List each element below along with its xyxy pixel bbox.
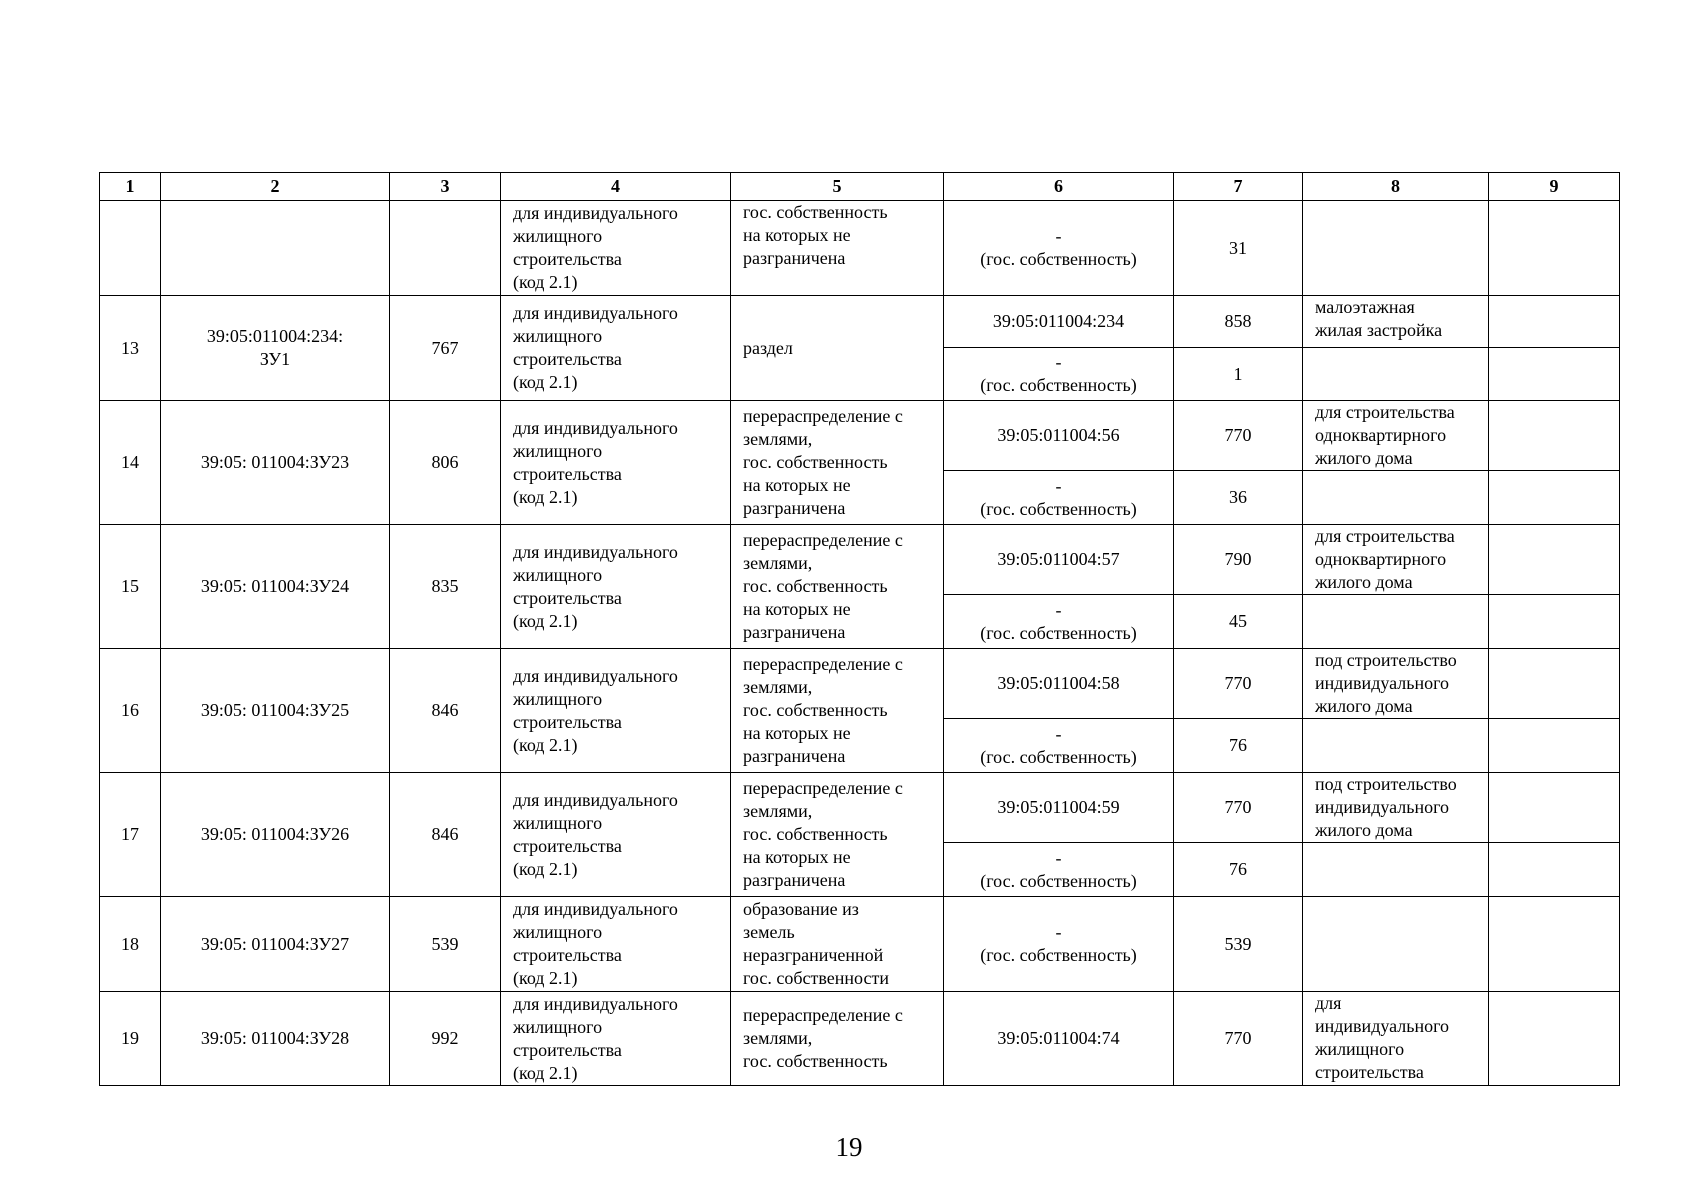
cell-cadastral: 39:05: 011004:ЗУ25 [161, 649, 390, 773]
cell-number: 13 [100, 296, 161, 401]
table-row [100, 296, 1620, 348]
cell-source-plot: 39:05:011004:234 [944, 296, 1174, 348]
cell-cadastral: 39:05: 011004:ЗУ28 [161, 992, 390, 1086]
cell-purpose: под строительство индивидуального жилого дома [1303, 773, 1489, 843]
cell-source-area: 770 [1174, 649, 1303, 719]
cell-permitted-use: для индивидуального жилищного строительства (код 2.1) [501, 992, 731, 1086]
cell-note [1489, 471, 1620, 525]
cell-cadastral: 39:05: 011004:ЗУ27 [161, 897, 390, 992]
cell-source-plot: - (гос. собственность) [944, 897, 1174, 992]
continuation-row [100, 201, 1620, 296]
cell-source-area: 770 [1174, 401, 1303, 471]
cell-note [1489, 401, 1620, 471]
cell-note [1489, 296, 1620, 348]
cell-source-area: 31 [1174, 201, 1303, 296]
column-header: 3 [390, 173, 501, 201]
cell-area [390, 201, 501, 296]
cell-purpose: под строительство индивидуального жилого дома [1303, 649, 1489, 719]
column-number-row [100, 173, 1620, 201]
page-number: 19 [835, 1132, 863, 1162]
cell-permitted-use: для индивидуального жилищного строительства (код 2.1) [501, 201, 731, 296]
cell-formation-method: образование из земель неразграниченной гос. собственности [731, 897, 944, 992]
land-plots-table [99, 172, 1620, 1086]
cell-area: 806 [390, 401, 501, 525]
cell-source-plot: 39:05:011004:74 [944, 992, 1174, 1086]
cell-note [1489, 843, 1620, 897]
cell-purpose: для индивидуального жилищного строительства [1303, 992, 1489, 1086]
cell-note [1489, 897, 1620, 992]
cell-formation-method: перераспределение с землями, гос. собственность на которых не разграничена [731, 649, 944, 773]
cell-note [1489, 719, 1620, 773]
table-row [100, 649, 1620, 719]
column-header: 4 [501, 173, 731, 201]
cell-purpose [1303, 471, 1489, 525]
cell-cadastral: 39:05: 011004:ЗУ26 [161, 773, 390, 897]
cell-source-area: 770 [1174, 773, 1303, 843]
cell-source-area: 36 [1174, 471, 1303, 525]
cell-number: 14 [100, 401, 161, 525]
cell-cadastral: 39:05:011004:234: ЗУ1 [161, 296, 390, 401]
cell-formation-method: гос. собственность на которых не разграничена [731, 201, 944, 296]
cell-source-plot: - (гос. собственность) [944, 719, 1174, 773]
cell-note [1489, 348, 1620, 401]
cell-number: 17 [100, 773, 161, 897]
cell-note [1489, 992, 1620, 1086]
cell-source-area: 76 [1174, 719, 1303, 773]
cell-formation-method: перераспределение с землями, гос. собственность на которых не разграничена [731, 773, 944, 897]
cell-formation-method: перераспределение с землями, гос. собственность на которых не разграничена [731, 525, 944, 649]
cell-area: 539 [390, 897, 501, 992]
column-header: 9 [1489, 173, 1620, 201]
cell-purpose [1303, 595, 1489, 649]
cell-permitted-use: для индивидуального жилищного строительства (код 2.1) [501, 296, 731, 401]
cell-note [1489, 201, 1620, 296]
cell-source-plot: - (гос. собственность) [944, 595, 1174, 649]
column-header: 2 [161, 173, 390, 201]
cell-purpose: для строительства одноквартирного жилого дома [1303, 525, 1489, 595]
cell-source-plot: 39:05:011004:58 [944, 649, 1174, 719]
cell-source-area: 790 [1174, 525, 1303, 595]
table-body [100, 201, 1620, 1086]
column-header: 6 [944, 173, 1174, 201]
cell-purpose [1303, 719, 1489, 773]
cell-source-plot: 39:05:011004:57 [944, 525, 1174, 595]
cell-source-area: 1 [1174, 348, 1303, 401]
cell-permitted-use: для индивидуального жилищного строительства (код 2.1) [501, 525, 731, 649]
cell-note [1489, 773, 1620, 843]
cell-source-area: 45 [1174, 595, 1303, 649]
cell-source-plot: - (гос. собственность) [944, 348, 1174, 401]
cell-note [1489, 525, 1620, 595]
cell-source-plot: - (гос. собственность) [944, 201, 1174, 296]
cell-purpose [1303, 843, 1489, 897]
cell-note [1489, 595, 1620, 649]
cell-number: 16 [100, 649, 161, 773]
table-row [100, 992, 1620, 1086]
cell-source-plot: - (гос. собственность) [944, 843, 1174, 897]
cell-source-plot: 39:05:011004:56 [944, 401, 1174, 471]
cell-area: 846 [390, 649, 501, 773]
cell-purpose: для строительства одноквартирного жилого дома [1303, 401, 1489, 471]
column-header: 7 [1174, 173, 1303, 201]
cell-permitted-use: для индивидуального жилищного строительства (код 2.1) [501, 401, 731, 525]
column-header: 1 [100, 173, 161, 201]
cell-formation-method: перераспределение с землями, гос. собственность на которых не разграничена [731, 401, 944, 525]
cell-source-plot: - (гос. собственность) [944, 471, 1174, 525]
cell-cadastral [161, 201, 390, 296]
cell-source-area: 858 [1174, 296, 1303, 348]
cell-source-plot: 39:05:011004:59 [944, 773, 1174, 843]
table-row [100, 773, 1620, 843]
table-row [100, 897, 1620, 992]
column-header: 5 [731, 173, 944, 201]
cell-source-area: 770 [1174, 992, 1303, 1086]
table-row [100, 525, 1620, 595]
cell-source-area: 539 [1174, 897, 1303, 992]
cell-purpose [1303, 201, 1489, 296]
cell-formation-method: раздел [731, 296, 944, 401]
cell-area: 992 [390, 992, 501, 1086]
cell-area: 767 [390, 296, 501, 401]
cell-purpose [1303, 897, 1489, 992]
cell-permitted-use: для индивидуального жилищного строительства (код 2.1) [501, 649, 731, 773]
cell-number: 15 [100, 525, 161, 649]
cell-area: 846 [390, 773, 501, 897]
column-header: 8 [1303, 173, 1489, 201]
cell-permitted-use: для индивидуального жилищного строительства (код 2.1) [501, 897, 731, 992]
cell-note [1489, 649, 1620, 719]
cell-number: 18 [100, 897, 161, 992]
cell-area: 835 [390, 525, 501, 649]
cell-source-area: 76 [1174, 843, 1303, 897]
cell-permitted-use: для индивидуального жилищного строительства (код 2.1) [501, 773, 731, 897]
cell-purpose [1303, 348, 1489, 401]
cell-number [100, 201, 161, 296]
cell-purpose: малоэтажная жилая застройка [1303, 296, 1489, 348]
cell-cadastral: 39:05: 011004:ЗУ23 [161, 401, 390, 525]
table-row [100, 401, 1620, 471]
cell-number: 19 [100, 992, 161, 1086]
cell-formation-method: перераспределение с землями, гос. собственность [731, 992, 944, 1086]
cell-cadastral: 39:05: 011004:ЗУ24 [161, 525, 390, 649]
